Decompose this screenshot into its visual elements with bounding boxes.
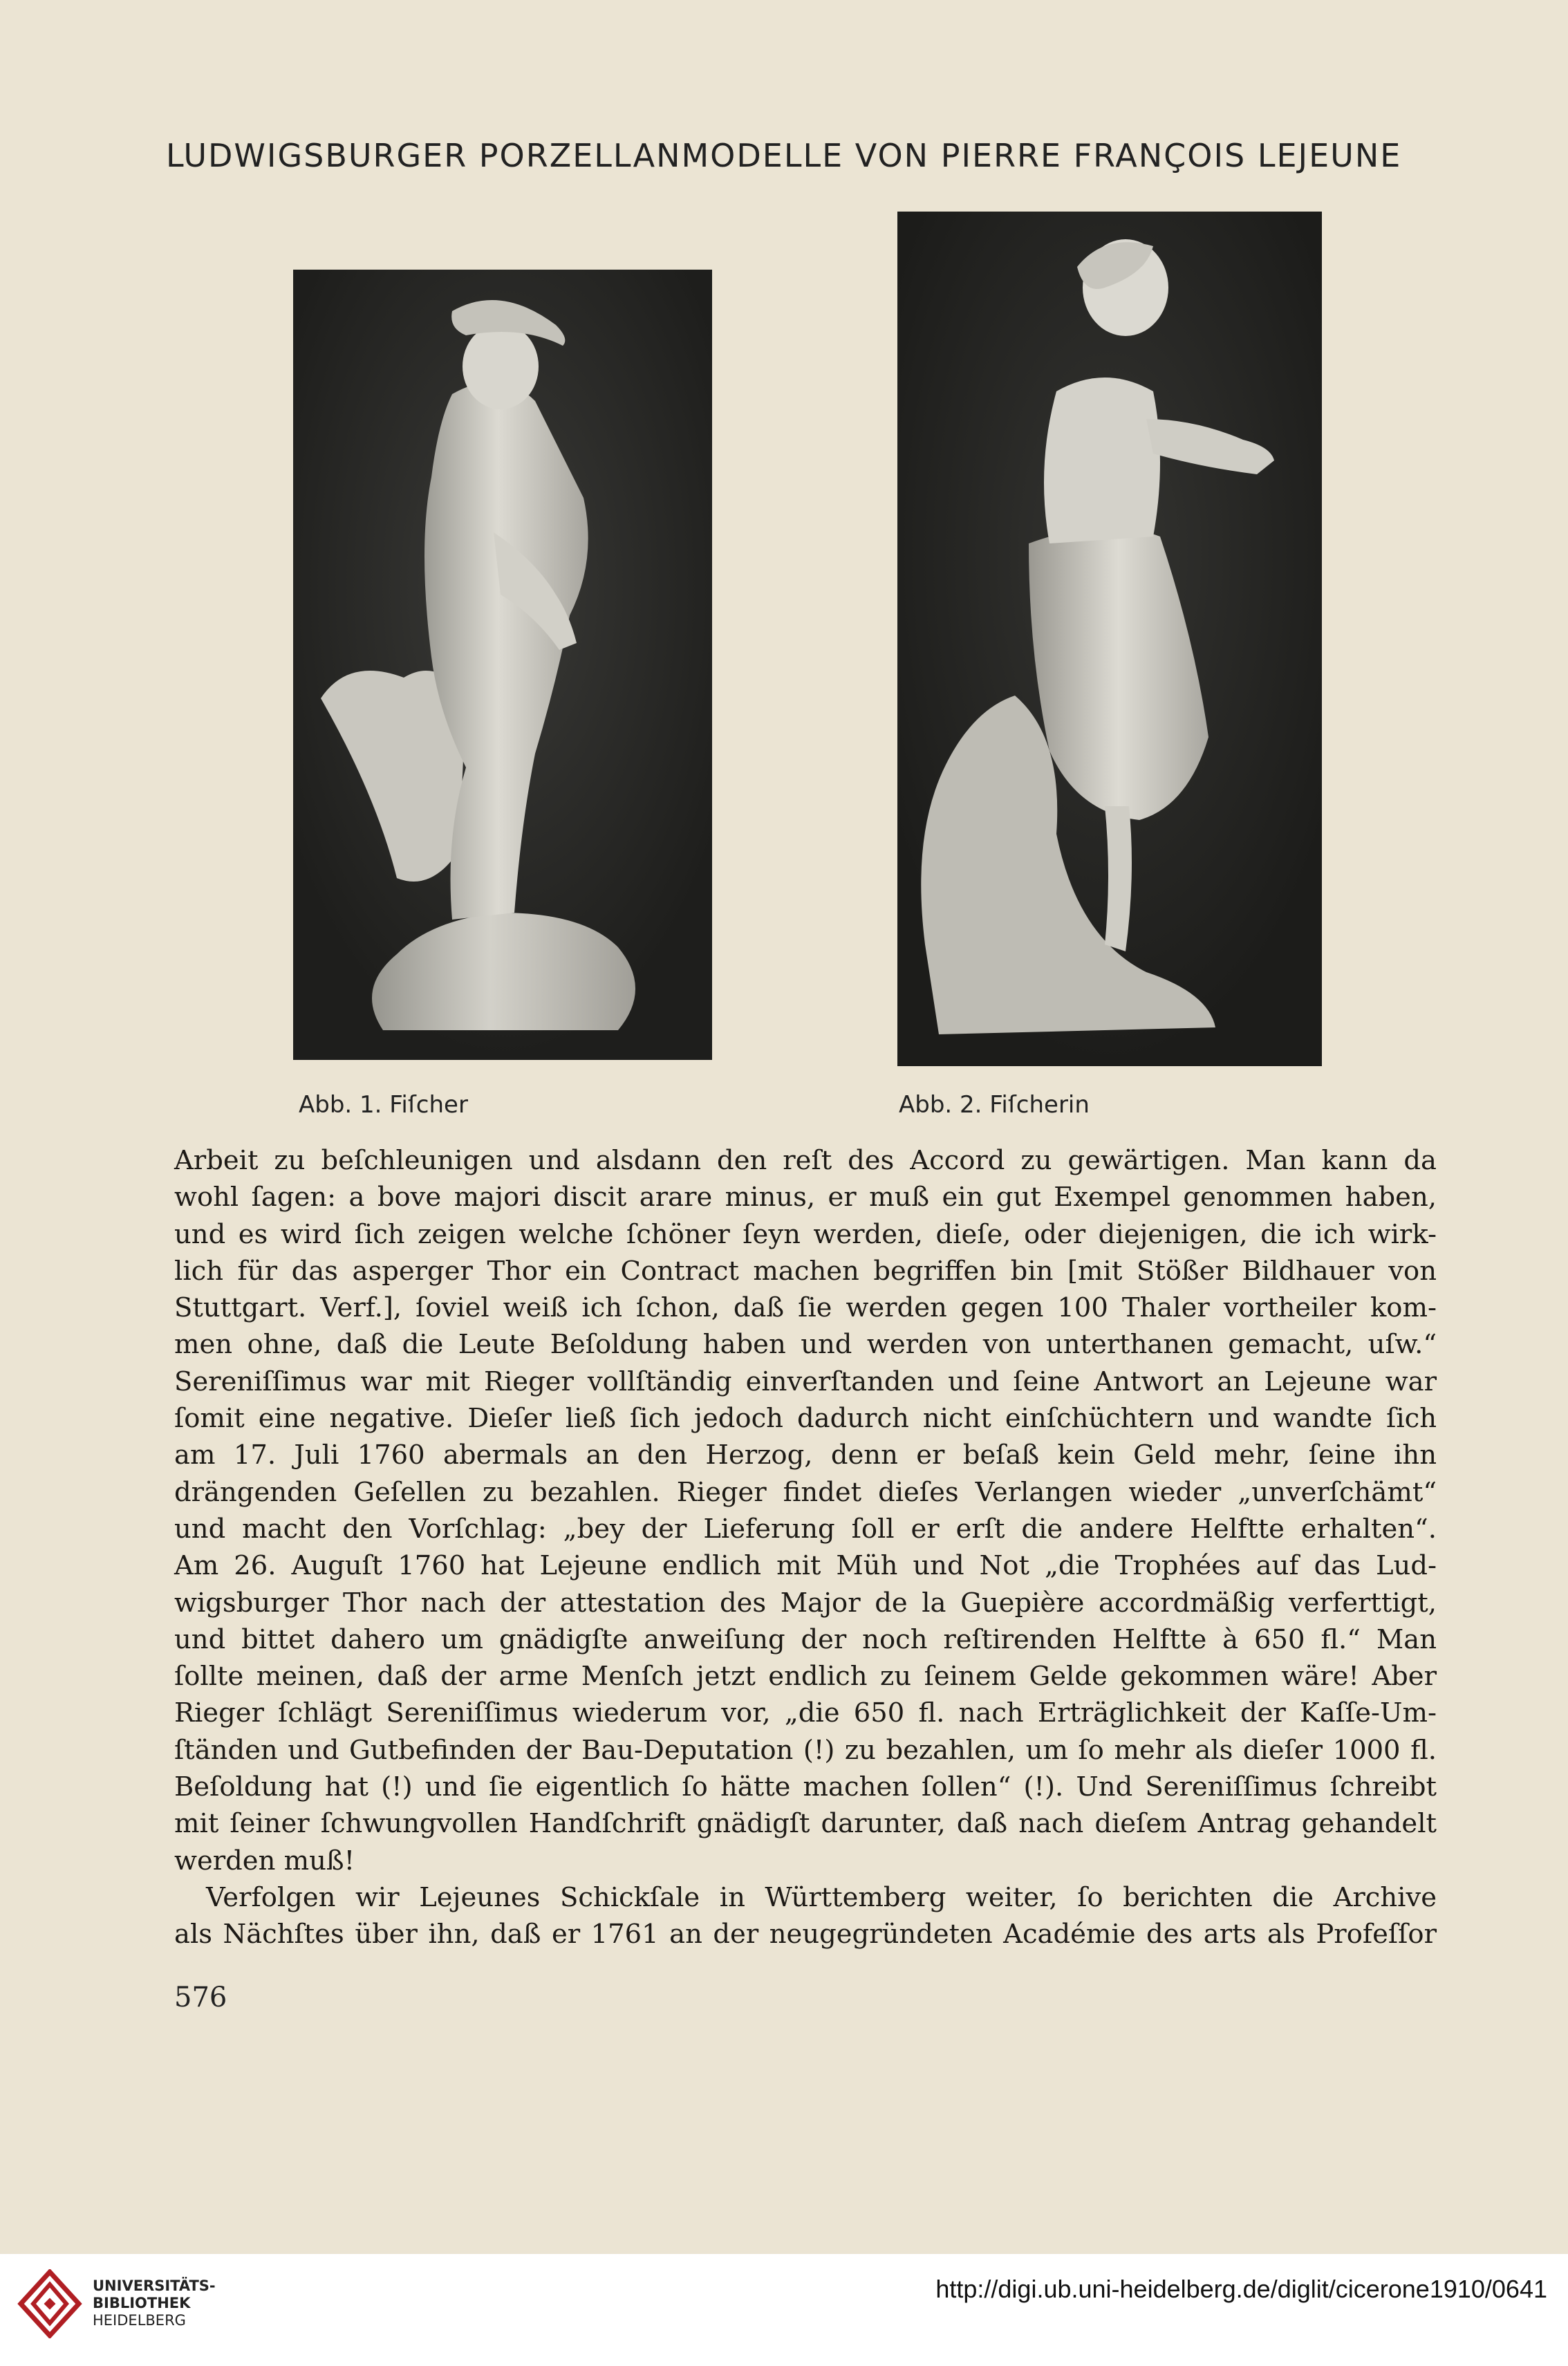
figure-1-photo [293, 270, 712, 1060]
text-line: men ohne, daß die Leute Beſoldung haben und werden von unterthanen gemacht, uſw.“ [174, 1329, 1437, 1361]
text-line: wigsburger Thor nach der attestation des Major de la Guepière accordmäßig verferttigt, [174, 1587, 1437, 1619]
text-line: wohl ſagen: a bove majori discit arare minus, er muß ein gut Exempel genommen haben, [174, 1182, 1437, 1213]
text-line: ſollte meinen, daß der arme Menſch jetzt endlich zu ſeinem Gelde gekommen wäre! Aber [174, 1661, 1437, 1693]
library-line-1: UNIVERSITÄTS- [93, 2277, 216, 2294]
running-title: LUDWIGSBURGER PORZELLANMODELLE VON PIERRE FRANÇOIS LEJEUNE [166, 137, 1402, 174]
porcelain-fisherman-figure [293, 270, 712, 1060]
library-line-2: BIBLIOTHEK [93, 2295, 191, 2311]
figure-2-caption: Abb. 2. Fiſcherin [899, 1091, 1090, 1119]
text-line: am 17. Juli 1760 abermals an den Herzog, denn er beſaß kein Geld mehr, ſeine ihn [174, 1440, 1437, 1471]
figure-1-caption: Abb. 1. Fiſcher [299, 1091, 468, 1119]
text-line: Am 26. Auguſt 1760 hat Lejeune endlich mit Müh und Not „die Trophées auf das Lud- [174, 1550, 1437, 1582]
text-line: ſomit eine negative. Dieſer ließ ſich jedoch dadurch nicht einſchüchtern und wandte ſich [174, 1403, 1437, 1435]
text-line: Verfolgen wir Lejeunes Schickſale in Württemberg weiter, ſo berichten die Archive [206, 1881, 1437, 1913]
body-text [174, 1142, 1437, 1953]
page-number: 576 [174, 1982, 227, 2013]
text-line: ſtänden und Gutbefinden der Bau-Deputation (!) zu bezahlen, um ſo mehr als dieſer 1000 fl. [174, 1734, 1437, 1766]
text-line: Beſoldung hat (!) und ſie eigentlich ſo hätte machen ſollen“ (!). Und Sereniſſimus ſchreibt [174, 1771, 1437, 1803]
text-line: als Nächſtes über ihn, daß er 1761 an der neugegründeten Académie des arts als Profeſſor [174, 1919, 1437, 1950]
source-url-link[interactable]: http://digi.ub.uni-heidelberg.de/diglit/cicerone1910/0641 [935, 2275, 1547, 2303]
library-line-3: HEIDELBERG [93, 2312, 186, 2329]
figure-2-photo [897, 212, 1322, 1066]
text-line: Stuttgart. Verf.], ſoviel weiß ich ſchon, daß ſie werden gegen 100 Thaler vortheiler kom- [174, 1292, 1437, 1324]
text-line: und bittet dahero um gnädigſte anweiſung der noch reſtirenden Helftte à 650 fl.“ Man [174, 1623, 1437, 1655]
text-line: Sereniſſimus war mit Rieger vollſtändig einverſtanden und ſeine Antwort an Lejeune war [174, 1366, 1437, 1397]
university-library-logo-icon[interactable] [15, 2269, 84, 2338]
library-name [93, 2277, 216, 2329]
text-line: lich für das asperger Thor ein Contract machen begriffen bin [mit Stößer Bildhauer von [174, 1255, 1437, 1287]
text-line: werden muß! [174, 1845, 355, 1876]
text-line: Rieger ſchlägt Sereniſſimus wiederum vor, „die 650 fl. nach Erträglichkeit der Kaſſe-Um- [174, 1697, 1437, 1729]
text-line: drängenden Geſellen zu bezahlen. Rieger findet dieſes Verlangen wieder „unverſchämt“ [174, 1476, 1437, 1508]
text-line: und macht den Vorſchlag: „bey der Lieferung ſoll er erſt die andere Helftte erhalten“. [174, 1513, 1437, 1545]
digitization-footer [0, 2254, 1568, 2366]
porcelain-fisherwoman-figure [897, 212, 1322, 1066]
text-line: und es wird ſich zeigen welche ſchöner ſeyn werden, dieſe, oder diejenigen, die ich wirk- [174, 1218, 1437, 1250]
text-line: Arbeit zu beſchleunigen und alsdann den reſt des Accord zu gewärtigen. Man kann da [174, 1145, 1437, 1176]
text-line: mit ſeiner ſchwungvollen Handſchrift gnädigſt darunter, daß nach dieſem Antrag gehandelt [174, 1808, 1437, 1840]
